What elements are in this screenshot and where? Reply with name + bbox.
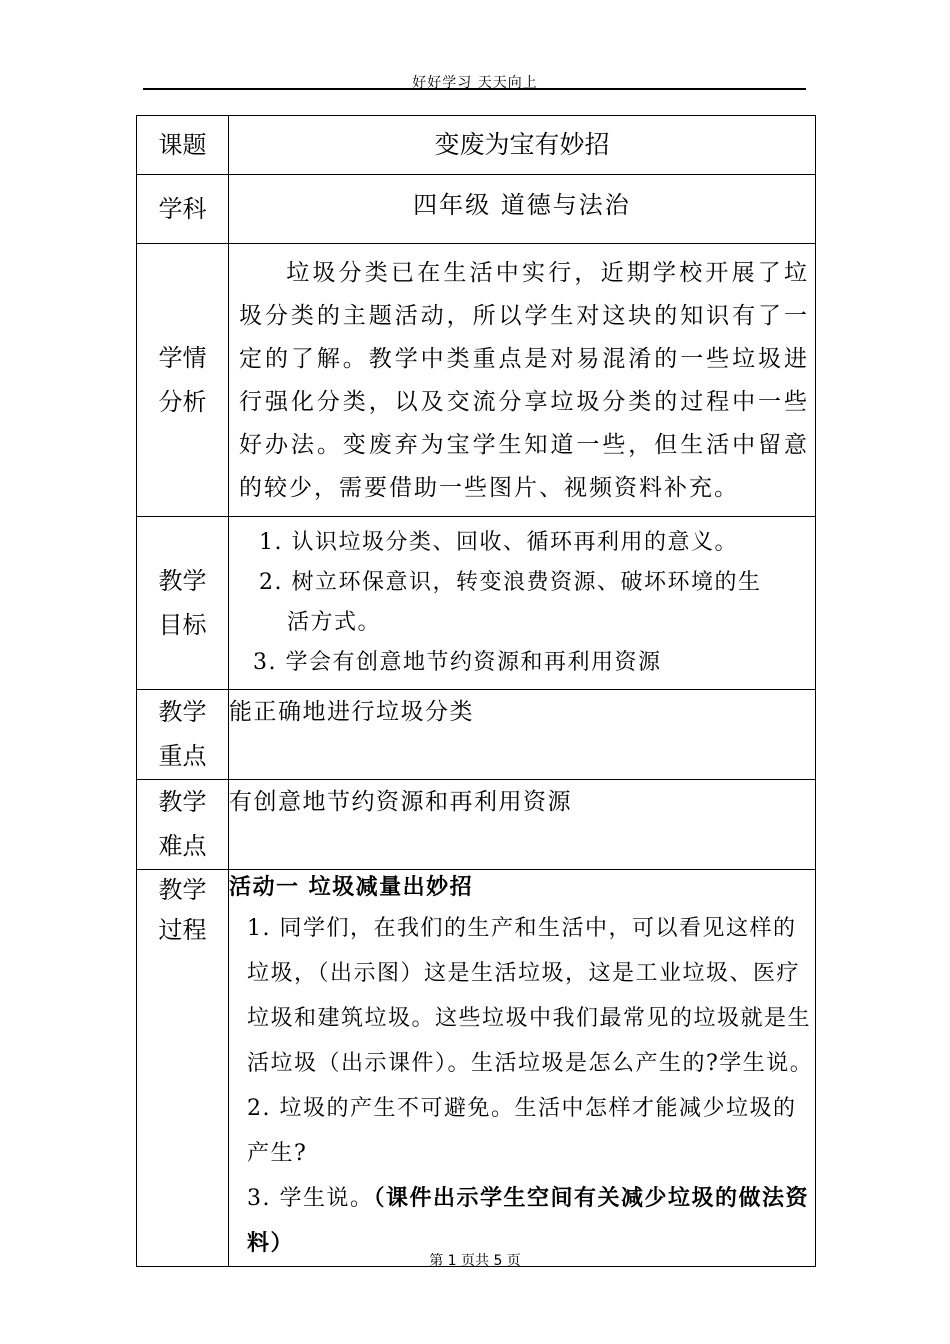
label-process-line1: 教学: [158, 876, 207, 904]
header-divider: [143, 88, 806, 90]
lesson-plan-table: [136, 115, 816, 1267]
process-step-2: 2. 垃圾的产生不可避免。生活中怎样才能减少垃圾的产生?: [247, 1096, 797, 1166]
subject-value: 四年级 道德与法治: [229, 175, 816, 244]
label-difficulty-line1: 教学: [158, 788, 207, 816]
goal-item-2: 2. 树立环保意识，转变浪费资源、破坏环境的生: [259, 570, 762, 595]
label-goals-line1: 教学: [158, 567, 207, 595]
goal-item-3: 3. 学会有创意地节约资源和再利用资源: [253, 650, 662, 675]
activity-title: 活动一 垃圾减量出妙招: [229, 875, 474, 900]
process-step-3-text: 3. 学生说。: [247, 1186, 374, 1211]
label-analysis: [137, 244, 229, 517]
row-analysis: [137, 244, 816, 517]
row-goals: [137, 517, 816, 690]
label-subject: 学科: [137, 175, 229, 244]
process-step-1: 1. 同学们，在我们的生产和生活中，可以看见这样的垃圾，（出示图）这是生活垃圾，这是工业垃圾、医疗垃圾和建筑垃圾。这些垃圾中我们最常见的垃圾就是生活垃圾（出示课件）。生活垃圾是怎么产生的?学生说。: [247, 916, 814, 1076]
row-process: [137, 870, 816, 1267]
analysis-cell: [229, 244, 816, 517]
label-key-point: [137, 690, 229, 780]
row-title: [137, 116, 816, 175]
lesson-title: 变废为宝有妙招: [229, 116, 816, 175]
goal-item-1: 1. 认识垃圾分类、回收、循环再利用的意义。: [259, 530, 738, 555]
label-process: [137, 870, 229, 1267]
process-step-3-emphasis: （课件出示学生空间有关减少垃圾的做法资料）: [247, 1186, 809, 1256]
label-difficulty: [137, 780, 229, 870]
process-cell: [229, 870, 816, 1267]
label-key-point-line1: 教学: [158, 698, 207, 726]
analysis-paragraph: [229, 244, 815, 516]
label-goals: [137, 517, 229, 690]
label-title: 课题: [137, 116, 229, 175]
row-difficulty: [137, 780, 816, 870]
difficulty-value: 有创意地节约资源和再利用资源: [229, 780, 816, 870]
label-difficulty-line2: 难点: [158, 832, 207, 860]
label-goals-line2: 目标: [158, 611, 207, 639]
label-process-line2: 过程: [158, 916, 207, 944]
goal-item-2-continued: 活方式。: [287, 610, 382, 635]
row-key-point: [137, 690, 816, 780]
key-point-value: 能正确地进行垃圾分类: [229, 690, 816, 780]
label-key-point-line2: 重点: [158, 742, 207, 770]
label-analysis-line2: 分析: [158, 388, 207, 416]
goals-list: [229, 517, 815, 689]
analysis-text: 垃圾分类已在生活中实行，近期学校开展了垃圾分类的主题活动，所以学生对这块的知识有了一定的了解。教学中类重点是对易混淆的一些垃圾进行强化分类，以及交流分享垃圾分类的过程中一些好办法。变废弃为宝学生知道一些，但生活中留意的较少，需要借助一些图片、视频资料补充。: [239, 260, 809, 501]
goals-cell: [229, 517, 816, 690]
page-header: 好好学习 天天向上: [412, 75, 538, 91]
page-footer: 第 1 页共 5 页: [429, 1253, 521, 1269]
label-analysis-line1: 学情: [158, 344, 207, 372]
row-subject: [137, 175, 816, 244]
